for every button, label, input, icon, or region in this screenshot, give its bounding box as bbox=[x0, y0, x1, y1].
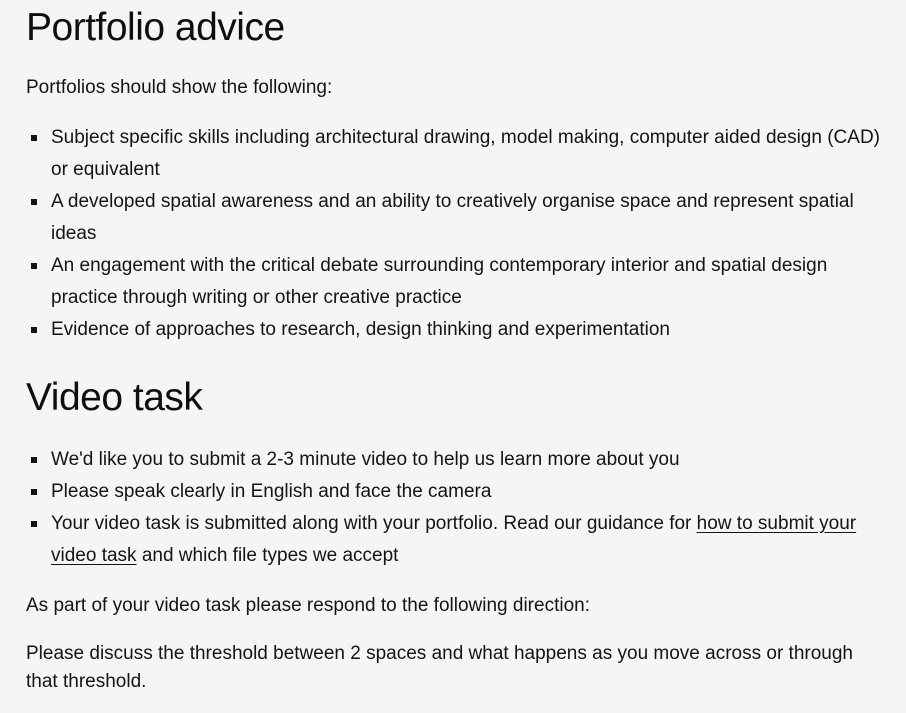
direction-intro-text: As part of your video task please respond to the following direction: bbox=[26, 595, 590, 616]
how-to-submit-video-link[interactable]: how to submit your video task bbox=[51, 513, 857, 566]
portfolio-advice-heading: Portfolio advice bbox=[26, 6, 285, 49]
list-item: Please speak clearly in English and face the camera bbox=[26, 476, 880, 508]
portfolio-advice-section bbox=[26, 0, 880, 346]
video-task-heading: Video task bbox=[26, 376, 203, 419]
list-item: An engagement with the critical debate surrounding contemporary interior and spatial design practice through writing or other creative practice bbox=[26, 250, 880, 314]
portfolio-requirements-list bbox=[26, 122, 880, 346]
list-item: Subject specific skills including architectural drawing, model making, computer aided design (CAD) or equivalent bbox=[26, 122, 880, 186]
portfolio-intro-text: Portfolios should show the following: bbox=[26, 77, 333, 98]
list-item-submit-guidance bbox=[26, 508, 880, 572]
submit-text-before: Your video task is submitted along with your portfolio. Read our guidance for bbox=[51, 513, 697, 534]
video-task-section bbox=[26, 376, 880, 696]
list-item: Evidence of approaches to research, design thinking and experimentation bbox=[26, 314, 880, 346]
direction-text: Please discuss the threshold between 2 spaces and what happens as you move across or through that threshold. bbox=[26, 643, 854, 692]
list-item: We'd like you to submit a 2-3 minute video to help us learn more about you bbox=[26, 444, 880, 476]
list-item: A developed spatial awareness and an ability to creatively organise space and represent spatial ideas bbox=[26, 186, 880, 250]
video-task-list bbox=[26, 444, 880, 572]
submit-text-after: and which file types we accept bbox=[136, 545, 399, 566]
